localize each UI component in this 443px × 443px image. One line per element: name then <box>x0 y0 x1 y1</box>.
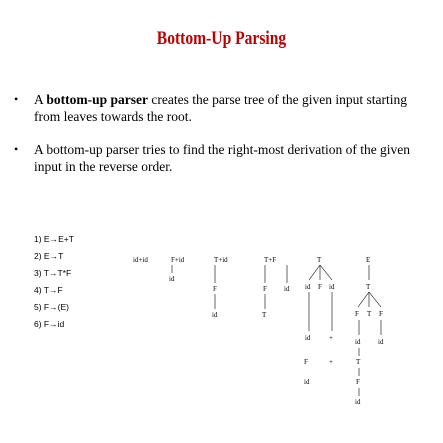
tree-node: F <box>355 310 359 318</box>
tree-node: F <box>213 285 217 293</box>
tree-node: T <box>262 311 267 319</box>
grammar-rule: 2) E→T <box>34 251 64 261</box>
tree-node: F <box>263 285 267 293</box>
tree-node: T <box>356 358 361 366</box>
tree-node: id <box>304 378 310 386</box>
grammar-rule: 6) F→id <box>34 319 65 329</box>
tree-node: id <box>355 398 361 406</box>
tree-top-label: T+id <box>214 256 228 264</box>
tree-node: id <box>212 311 218 319</box>
tree-node: + <box>329 334 333 342</box>
tree-edge <box>309 265 320 280</box>
tree-node: id <box>305 283 311 291</box>
tree-node: + <box>329 358 333 366</box>
grammar-rule: 3) T→T*F <box>34 268 72 278</box>
tree-node: T <box>366 283 371 291</box>
grammar-rule: 4) T→F <box>34 285 63 295</box>
bullet-text-1-post: creates the parse tree of the given input starting from leaves towards the root. <box>34 92 408 124</box>
tree-node: id <box>355 338 361 346</box>
tree-node: T <box>367 310 372 318</box>
tree-node: id <box>305 334 311 342</box>
grammar-rule: 5) F→(E) <box>34 302 69 312</box>
tree-top-label: F+id <box>171 256 185 264</box>
tree-top-label: T <box>317 256 322 264</box>
slide-title: Bottom-Up Parsing <box>156 28 287 49</box>
bullet-text-1-pre: A <box>34 92 47 107</box>
tree-node: id <box>169 275 175 283</box>
grammar-rule: 1) E→E+T <box>34 234 74 244</box>
tree-node: id <box>329 283 335 291</box>
tree-top-label: id+id <box>133 256 148 264</box>
tree-node: F <box>304 358 308 366</box>
tree-node: F <box>318 283 322 291</box>
bullet-text-1-bold: bottom-up parser <box>46 92 149 107</box>
tree-edge <box>358 292 369 307</box>
tree-node: id <box>378 338 384 346</box>
tree-top-label: T+F <box>264 256 277 264</box>
tree-node: F <box>356 378 360 386</box>
bullet-dot-icon: • <box>14 92 19 106</box>
tree-edge <box>320 265 332 280</box>
bullet-dot-icon: • <box>14 142 19 156</box>
tree-edge <box>369 292 381 307</box>
tree-node: id <box>284 285 290 293</box>
tree-node: F <box>379 310 383 318</box>
tree-top-label: E <box>366 256 371 264</box>
bullet-text-2-pre: A bottom-up parser tries to find the right-most derivation of the given input in the reverse order. <box>34 142 411 174</box>
